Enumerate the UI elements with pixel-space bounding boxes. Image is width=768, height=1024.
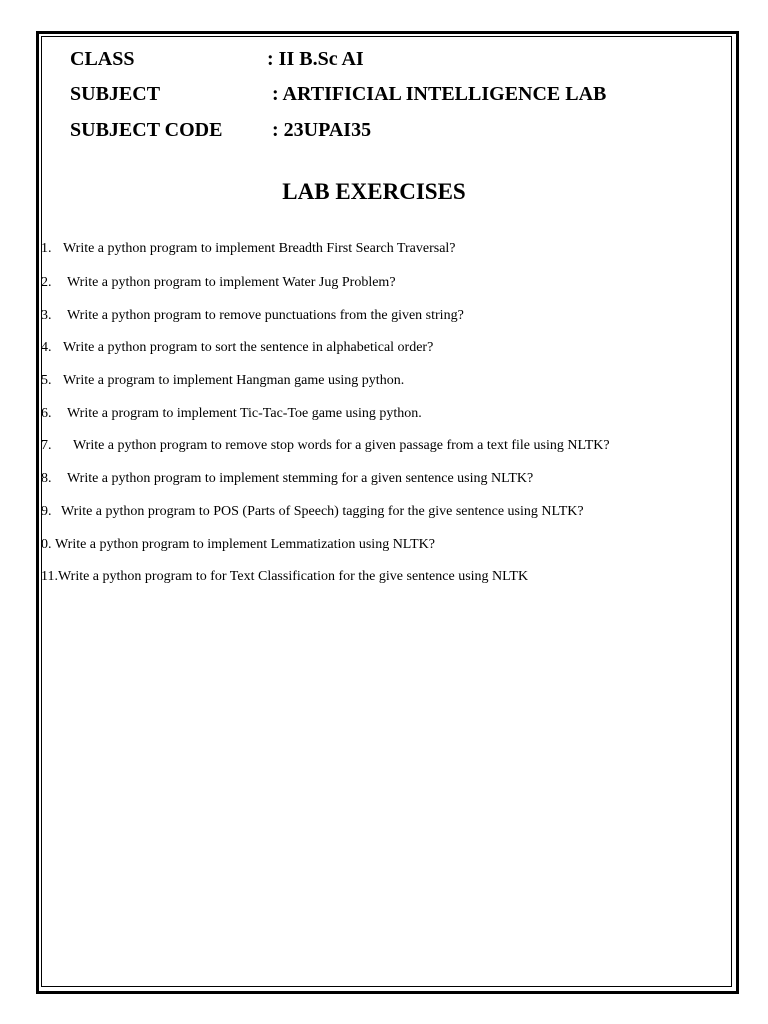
exercise-number: 0. [41, 537, 52, 552]
class-value: : II B.Sc AI [267, 48, 364, 70]
exercise-number: 5. [41, 373, 52, 388]
exercise-text: Write a python program to implement Breadth First Search Traversal? [63, 241, 456, 256]
exercise-number: 3. [41, 308, 52, 323]
exercise-text: Write a python program to remove stop words for a given passage from a text file using NLTK? [73, 438, 610, 453]
exercise-number: 11. [41, 569, 58, 584]
lab-exercises-title: LAB EXERCISES [282, 179, 466, 204]
subject-code-value: : 23UPAI35 [272, 119, 372, 141]
exercise-number: 8. [41, 471, 52, 486]
exercise-text: Write a program to implement Hangman game using python. [63, 373, 405, 388]
subject-label: SUBJECT [70, 83, 161, 105]
exercise-text: Write a python program to sort the sentence in alphabetical order? [63, 340, 434, 355]
class-label: CLASS [70, 48, 135, 70]
exercise-number: 4. [41, 340, 52, 355]
exercise-number: 6. [41, 406, 52, 421]
exercise-text: Write a python program to implement Lemmatization using NLTK? [55, 537, 435, 552]
subject-value: : ARTIFICIAL INTELLIGENCE LAB [272, 83, 607, 105]
subject-code-label: SUBJECT CODE [70, 119, 223, 141]
exercise-text: Write a python program to implement stemming for a given sentence using NLTK? [67, 471, 534, 486]
exercise-number: 7. [41, 438, 52, 453]
exercise-number: 1. [41, 241, 52, 256]
exercise-text: Write a python program to remove punctuations from the given string? [67, 308, 464, 323]
exercise-text: Write a program to implement Tic-Tac-Toe game using python. [67, 406, 422, 421]
exercise-text: Write a python program to implement Water Jug Problem? [67, 275, 396, 290]
exercise-text: Write a python program to POS (Parts of Speech) tagging for the give sentence using NLTK? [61, 504, 584, 519]
exercise-number: 2. [41, 275, 52, 290]
exercise-text: Write a python program to for Text Classification for the give sentence using NLTK [58, 569, 529, 584]
exercise-number: 9. [41, 504, 52, 519]
